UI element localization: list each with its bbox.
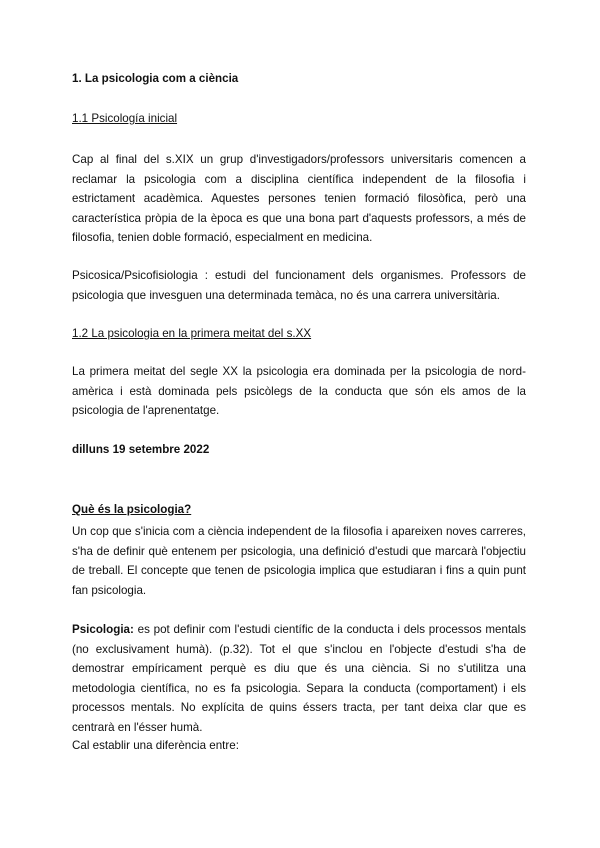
date-heading: dilluns 19 setembre 2022 [72,443,210,456]
definition-text: es pot definir com l'estudi científic de la conducta i dels processos mentals (no exclusivament humà). (p.32). Tot el que s'inclou en l'objecte d'estudi s'ha de demostrar empíricament perquè es diu que és una ciència. Si no s'utilitza una metodologia científica, no es fa psicologia. Separa la conducta (comportament) i els processos mentals. No explícita de quins éssers tracta, per tant deixa clar que es centrarà en l'ésser humà. [72,623,526,734]
paragraph-first-half-20th-century: La primera meitat del segle XX la psicologia era dominada per la psicologia de nord-amèrica i està dominada pels psicòlegs de la conducta que són els amos de la psicologia de l'aprenentatge. [72,365,526,417]
definition-term: Psicologia: [72,623,134,636]
paragraph-psychology-definition [72,620,526,737]
paragraph-psychophysiology: Psicosica/Psicofisiologia : estudi del funcionament dels organismes. Professors de psicologia que invesguen una determinada temàca, no és una carrera universitària. [72,269,526,302]
section-title: 1. La psicologia com a ciència [72,72,239,85]
question-heading: Què és la psicologia? [72,503,192,516]
subsection-title-1-1: 1.1 Psicología inicial [72,112,178,125]
subsection-title-1-2: 1.2 La psicologia en la primera meitat del s.XX [72,327,312,340]
paragraph-closing: Cal establir una diferència entre: [72,739,239,752]
paragraph-definition-intro: Un cop que s'inicia com a ciència independent de la filosofia i apareixen noves carreres, s'ha de definir què entenem per psicologia, una definició d'estudi que marcarà l'objectiu de treball. El concepte que tenen de psicologia implica que estudiaran i fins a quin punt fan psicologia. [72,525,526,597]
paragraph-early-psychology: Cap al final del s.XIX un grup d'investigadors/professors universitaris comencen a reclamar la psicologia com a disciplina científica independent de la filosofia i estrictament acadèmica. Aquestes persones tenien formació filosòfica, però una característica pròpia de la època es que una bona part d'aquests professors, a més de filosofia, tenien doble formació, especialment en medicina. [72,153,526,244]
